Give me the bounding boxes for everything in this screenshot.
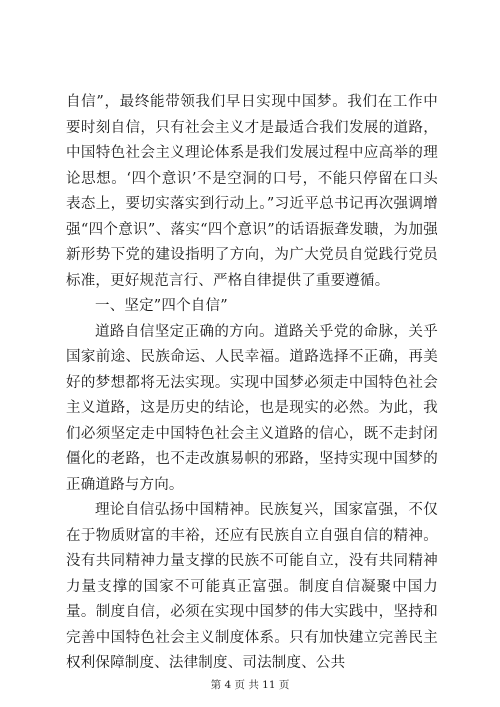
paragraph-theory-confidence: 理论自信弘扬中国精神。民族复兴，国家富强，不仅在于物质财富的丰裕，还应有民族自立自强自信的精神。没有共同精神力量支撑的民族不可能自立，没有共同精神力量支撑的国家不可能真正富强。制度自信凝聚中国力量。制度自信，必须在实现中国梦的伟大实践中，坚持和完善中国特色社会主义制度体系。只有加快建立完善民主权利保障制度、法律制度、司法制度、公共 (66, 502, 438, 671)
page-number-label: 第 4 页 共 11 页 (210, 679, 290, 691)
document-body (66, 90, 438, 677)
paragraph-road-confidence: 道路自信坚定正确的方向。道路关乎党的命脉，关乎国家前途、民族命运、人民幸福。道路选择不正确，再美好的梦想都将无法实现。实现中国梦必须走中国特色社会主义道路，这是历史的结论，也是现实的必然。为此，我们必须坚定走中国特色社会主义道路的信心，既不走封闭僵化的老路，也不走改旗易帜的邪路，坚持实现中国梦的正确道路与方向。 (66, 323, 438, 493)
paragraph-continuation: 自信”，最终能带领我们早日实现中国梦。我们在工作中要时刻自信，只有社会主义才是最适合我们发展的道路，中国特色社会主义理论体系是我们发展过程中应高举的理论思想。‘四个意识’不是空洞的口号，不能只停留在口头表态上，要切实落实到行动上。”习近平总书记再次强调增强“四个意识”、落实“四个意识”的话语振聋发聩，为加强新形势下党的建设指明了方向，为广大党员自觉践行党员标准，更好规范言行、严格自律提供了重要遵循。 (66, 94, 438, 289)
page-footer (0, 677, 500, 692)
section-heading: 一、坚定”四个自信” (95, 298, 228, 314)
